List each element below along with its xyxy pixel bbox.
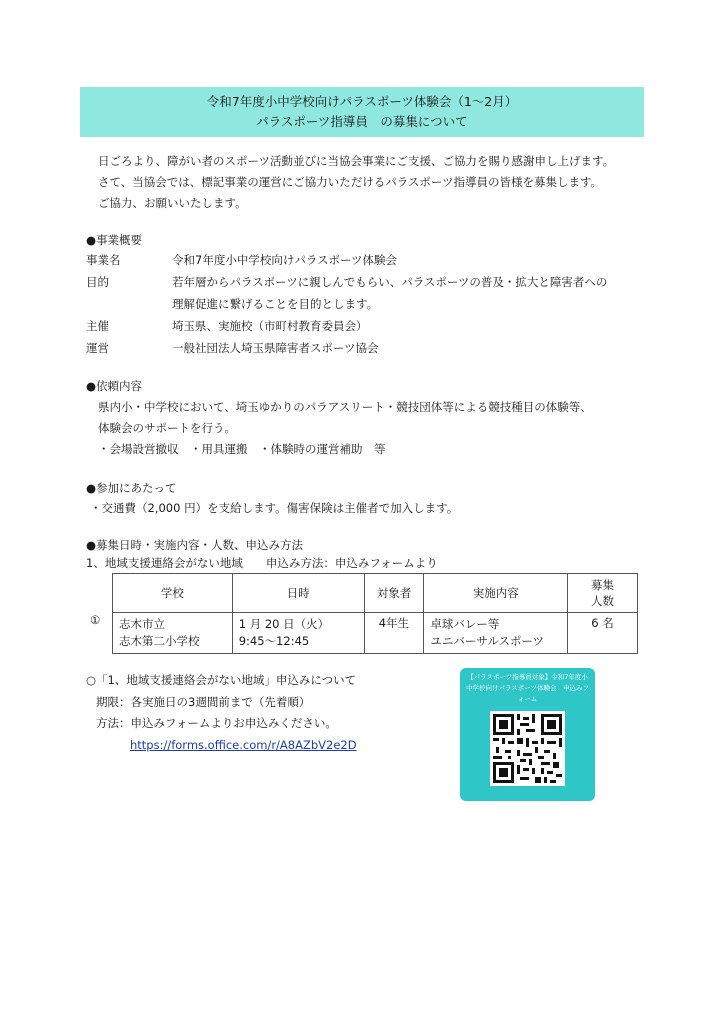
form-link[interactable]: https://forms.office.com/r/A8AZbV2e2D — [130, 738, 357, 752]
school-line-2: 志木第二小学校 — [119, 634, 200, 648]
cell-school — [113, 613, 233, 654]
schedule-subheading: 1、地域支援連絡会がない地域 申込み方法：申込みフォームより — [86, 556, 438, 570]
title-banner — [80, 87, 644, 137]
content-line-1: 卓球バレー等 — [430, 617, 500, 631]
column-header-count-line-1: 募集 — [591, 578, 615, 592]
cell-content — [424, 613, 568, 654]
date-line: 1 月 20 日（火） — [238, 617, 330, 631]
cell-target: 4年生 — [364, 613, 424, 654]
request-line: 体験会のサポートを行う。 — [98, 421, 236, 435]
intro-line-2: さて、当協会では、標記事業の運営にご協力いただけるパラスポーツ指導員の皆様を募集します。 — [98, 175, 603, 189]
table-header-row — [113, 574, 638, 613]
time-line: 9:45～12:45 — [238, 634, 310, 648]
column-header-school: 学校 — [113, 574, 233, 613]
content-line-2: ユニバーサルスポーツ — [430, 634, 545, 648]
overview-label: 事業名 — [86, 253, 121, 267]
overview-heading: ●事業概要 — [86, 233, 143, 247]
title-line-1: 令和7年度小中学校向けパラスポーツ体験会（1～2月） — [206, 94, 518, 109]
cell-datetime — [232, 613, 364, 654]
intro-line-1: 日ごろより、障がい者のスポーツ活動並びに当協会事業にご支援、ご協力を賜り感謝申し上げます。 — [98, 154, 615, 168]
intro-line-3: ご協力、お願いいたします。 — [98, 196, 247, 210]
qr-code-icon[interactable] — [490, 711, 565, 786]
column-header-count — [568, 574, 638, 613]
overview-value: 一般社団法人埼玉県障害者スポーツ協会 — [172, 341, 379, 355]
overview-value: 埼玉県、実施校（市町村教育委員会） — [172, 319, 368, 333]
column-header-content: 実施内容 — [424, 574, 568, 613]
table-row — [113, 613, 638, 654]
request-heading: ●依頼内容 — [86, 379, 143, 393]
apply-heading: ○「1、地域支援連絡会がない地域」申込みについて — [86, 673, 357, 687]
title-line-2: パラスポーツ指導員 の募集について — [256, 114, 468, 129]
column-header-target: 対象者 — [364, 574, 424, 613]
overview-value: 令和7年度小中学校向けパラスポーツ体験会 — [172, 253, 398, 267]
overview-value: 若年層からパラスポーツに親しんでもらい、パラスポーツの普及・拡大と障害者への — [172, 275, 608, 289]
qr-card[interactable] — [460, 668, 595, 801]
request-line: ・会場設営撤収 ・用具運搬 ・体験時の運営補助 等 — [98, 442, 386, 456]
apply-method: 方法：申込みフォームよりお申込みください。 — [96, 716, 337, 730]
column-header-datetime: 日時 — [232, 574, 364, 613]
request-line: 県内小・中学校において、埼玉ゆかりのパラアスリート・競技団体等による競技種目の体験等、 — [98, 400, 592, 414]
cell-count: 6 名 — [568, 613, 638, 654]
school-line-1: 志木市立 — [119, 617, 165, 631]
participation-heading: ●参加にあたって — [86, 481, 177, 495]
apply-deadline: 期限：各実施日の3週間前まで（先着順） — [96, 695, 311, 709]
schedule-heading: ●募集日時・実施内容・人数、申込み方法 — [86, 538, 304, 552]
overview-label: 運営 — [86, 341, 109, 355]
column-header-count-line-2: 人数 — [591, 594, 615, 608]
qr-card-text: 【パラスポーツ指導員対象】令和7年度小中学校向けパラスポーツ体験会 申込みフォーム — [465, 673, 590, 703]
row-number: ① — [90, 613, 101, 627]
participation-line: ・交通費（2,000 円）を支給します。傷害保険は主催者で加入します。 — [90, 501, 459, 515]
schedule-table — [112, 573, 638, 654]
overview-label: 主催 — [86, 319, 109, 333]
overview-label: 目的 — [86, 275, 109, 289]
overview-value: 理解促進に繋げることを目的とします。 — [172, 297, 379, 311]
